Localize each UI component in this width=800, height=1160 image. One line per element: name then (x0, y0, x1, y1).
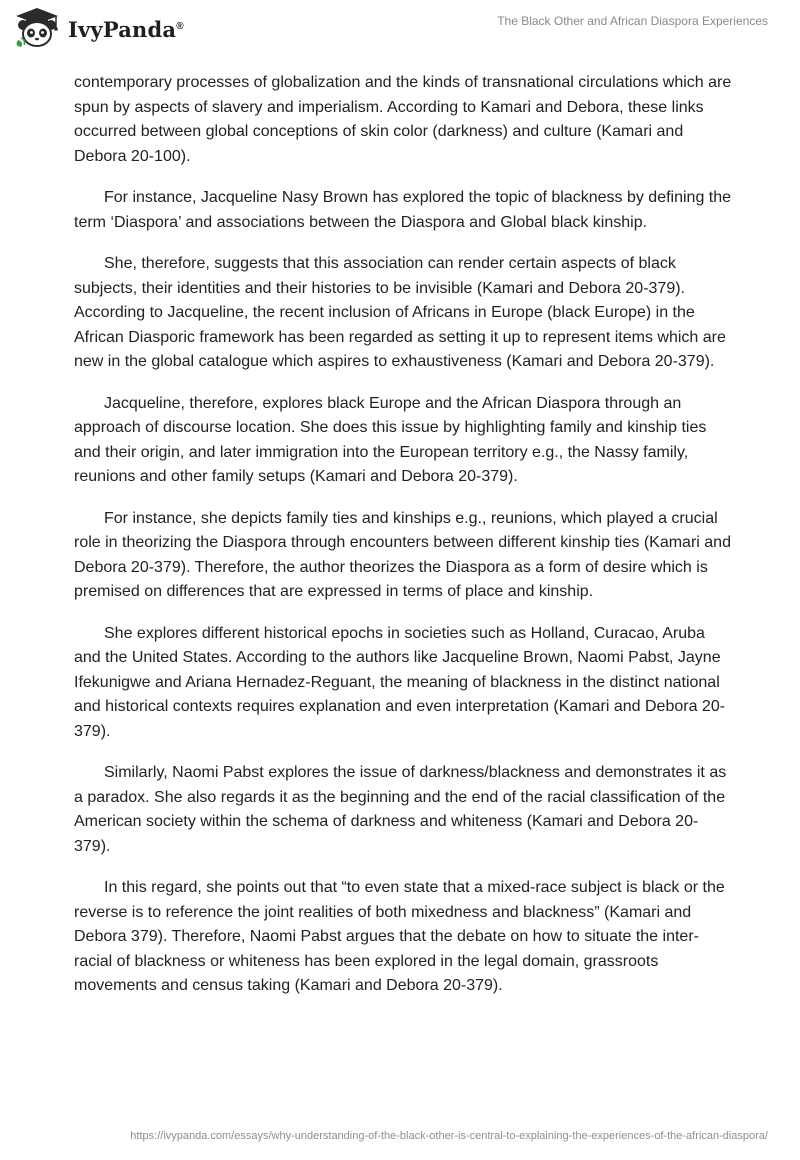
paragraph-1: contemporary processes of globalization and the kinds of transnational circulations which are spun by aspects of slavery and imperialism. According to Kamari and Debora, these links occurred between global conceptions of skin color (darkness) and culture (Kamari and Debora 20-100). (74, 74, 732, 165)
document-title: The Black Other and African Diaspora Experiences (497, 14, 768, 28)
panda-graduate-icon (12, 6, 62, 48)
paragraph-8: In this regard, she points out that “to even state that a mixed-race subject is black or the reverse is to reference the joint realities of both mixedness and blackness” (Kamari and Debora 379). Therefore, Naomi Pabst argues that the debate on how to situate the inter-racial of blackness or whiteness has been explored in the legal domain, grassroots movements and census taking (Kamari and Debora 20-379). (74, 879, 725, 994)
paragraph-4: Jacqueline, therefore, explores black Europe and the African Diaspora through an approach of discourse location. She does this issue by highlighting family and kinship ties and their origin, and later immigration into the European territory e.g., the Nassy family, reunions and other family setups (Kamari and Debora 20-379). (74, 394, 707, 485)
source-url[interactable]: https://ivypanda.com/essays/why-understanding-of-the-black-other-is-central-to-explaining-the-experiences-of-the-african-diaspora/ (130, 1130, 768, 1142)
paragraph-6: She explores different historical epochs in societies such as Holland, Curacao, Aruba and the United States. According to the authors like Jacqueline Brown, Naomi Pabst, Jayne Ifekunigwe and Ariana Hernadez-Reguant, the meaning of blackness in the distinct national and historical contexts requires explanation and even interpretation (Kamari and Debora 20-379). (74, 624, 726, 740)
page-header (0, 0, 800, 64)
essay-body (74, 71, 734, 1016)
paragraph-7: Similarly, Naomi Pabst explores the issue of darkness/blackness and demonstrates it as a paradox. She also regards it as the beginning and the end of the racial classification of the American society within the schema of darkness and whiteness (Kamari and Debora 20-379). (74, 764, 727, 855)
registered-mark: ® (176, 20, 184, 32)
logo-text (68, 17, 184, 42)
paragraph-5: For instance, she depicts family ties and kinships e.g., reunions, which played a crucial role in theorizing the Diaspora through encounters between different kinship ties (Kamari and Debora 20-379). Therefore, the author theorizes the Diaspora as a form of desire which is premised on differences that are expressed in terms of place and kinship. (74, 509, 731, 600)
logo-wordmark: IvyPanda (68, 16, 177, 42)
paragraph-3: She, therefore, suggests that this association can render certain aspects of black subjects, their identities and their histories to be invisible (Kamari and Debora 20-379). According to Jacqueline, the recent inclusion of Africans in Europe (black Europe) in the African Diasporic framework has been regarded as setting it up to represent items which are new in the global catalogue which aspires to exhaustiveness (Kamari and Debora 20-379). (74, 255, 726, 370)
paragraph-2: For instance, Jacqueline Nasy Brown has explored the topic of blackness by defining the term ‘Diaspora’ and associations between the Diaspora and Global black kinship. (74, 189, 732, 231)
ivypanda-logo[interactable] (12, 6, 184, 48)
